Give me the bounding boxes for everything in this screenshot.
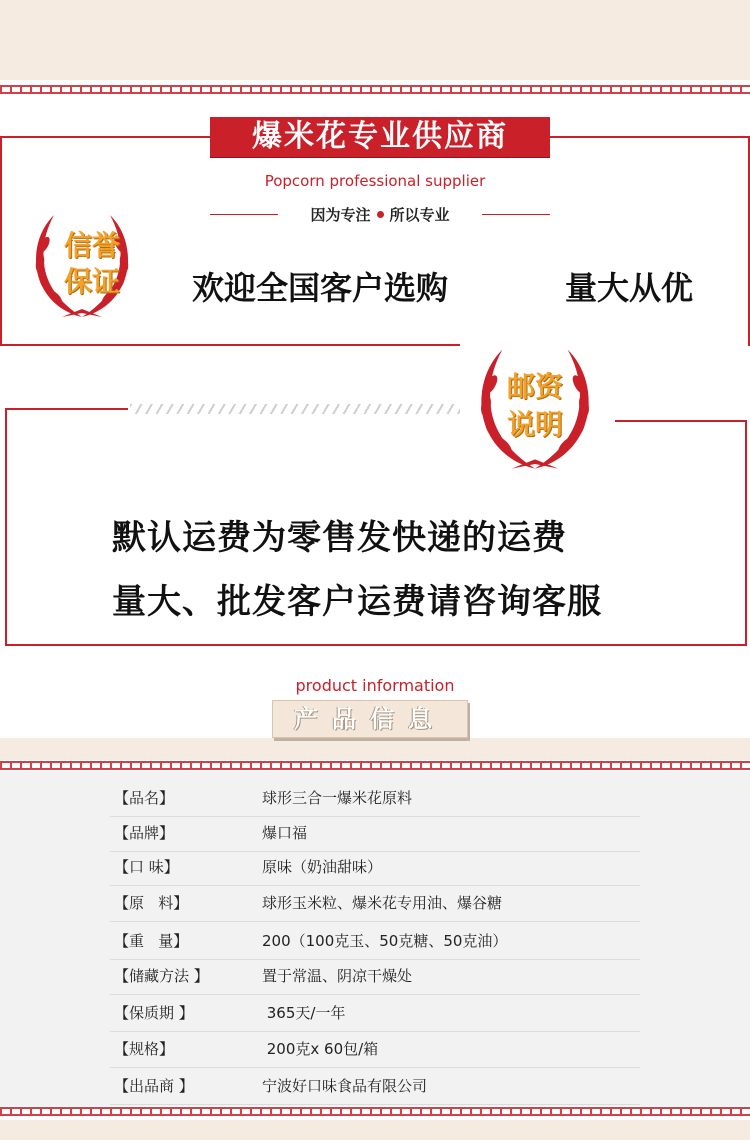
bottom-beige-band [0,1120,750,1140]
frame-line [745,420,747,646]
table-row [110,780,640,817]
decorative-hatch [130,404,460,414]
frame-line [5,408,7,646]
row-label: 【出品商 】 [114,1077,194,1095]
slogan-right: 所以专业 [389,206,450,224]
frame-line [0,136,210,138]
table-row [110,958,640,995]
frame-line [5,408,128,410]
shipping-note-line2: 量大、批发客户运费请咨询客服 [112,582,602,622]
frame-line [5,644,747,646]
credit-badge-text [52,228,132,300]
top-beige-band [0,0,750,80]
supplier-title-banner: 爆米花专业供应商 [210,117,550,157]
row-label: 【储藏方法 】 [114,967,209,985]
info-beige-band [0,738,750,760]
credit-badge-line1: 信誉 [63,229,120,262]
row-label: 【品牌】 [114,824,175,842]
decorative-border-middle [0,761,750,770]
slogan-left: 因为专注 [310,206,371,224]
product-info-banner: 产品信息 [272,700,468,738]
credit-badge-line2: 保证 [63,265,120,298]
row-label: 【品名】 [114,789,175,807]
frame-line [0,344,460,346]
table-row [110,885,640,922]
slogan [210,204,550,226]
row-value: 置于常温、阴凉干燥处 [262,967,413,985]
table-row [110,923,640,960]
postage-badge-line2: 说明 [506,408,563,441]
row-value: 200（100克玉、50克糖、50克油） [262,932,508,950]
frame-line [615,420,747,422]
table-row [110,815,640,852]
table-row [110,849,640,886]
row-label: 【保质期 】 [114,1004,194,1022]
row-value: 365天/一年 [262,1004,346,1022]
product-info-title-en: product information [295,676,455,695]
bulk-discount-text: 量大从优 [565,269,694,307]
row-value: 爆口福 [262,824,308,842]
row-value: 原味（奶油甜味） [262,858,383,876]
row-value: 宁波好口味食品有限公司 [262,1077,428,1095]
row-label: 【原 料】 [114,894,189,912]
postage-badge-line1: 邮资 [506,370,563,403]
welcome-text: 欢迎全国客户选购 [192,269,449,307]
row-label: 【规格】 [114,1040,175,1058]
table-row [110,1031,640,1068]
supplier-subtitle-en: Popcorn professional supplier [264,172,486,190]
row-label: 【重 量】 [114,932,189,950]
slogan-dot-icon [377,211,384,218]
frame-line [0,136,2,346]
decorative-border-bottom [0,1107,750,1116]
decorative-border-top [0,85,750,94]
row-value: 球形玉米粒、爆米花专用油、爆谷糖 [262,894,503,912]
frame-line [550,136,750,138]
row-label: 【口 味】 [114,858,179,876]
table-row [110,1068,640,1105]
postage-badge-text [495,368,575,444]
table-row [110,995,640,1032]
row-value: 200克x 60包/箱 [262,1040,379,1058]
row-value: 球形三合一爆米花原料 [262,789,413,807]
shipping-note-line1: 默认运费为零售发快递的运费 [112,518,567,558]
